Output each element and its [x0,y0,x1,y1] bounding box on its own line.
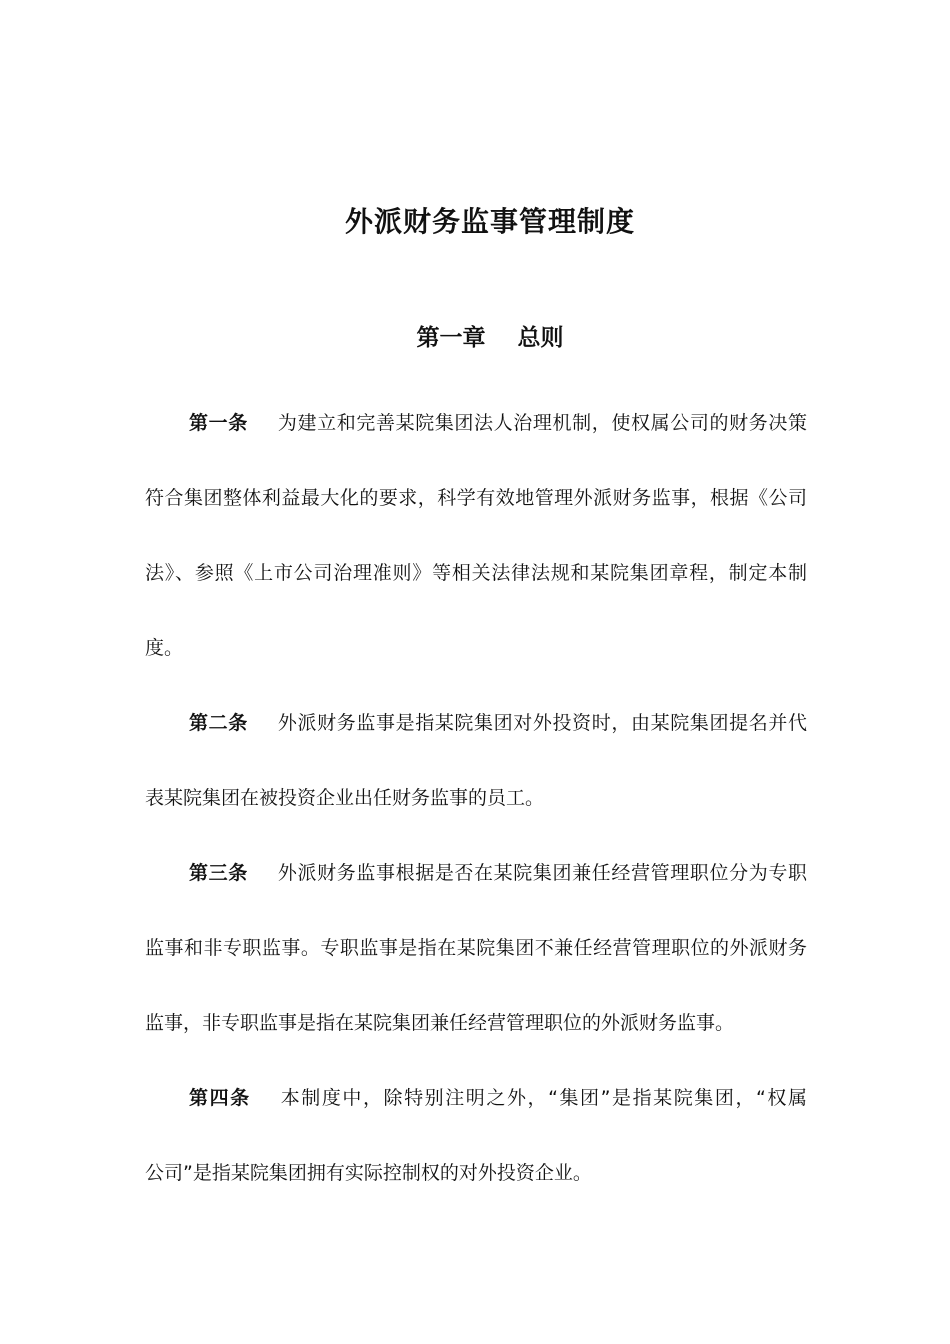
article-text: 为建立和完善某院集团法人治理机制，使权属公司的财务决策 [277,412,807,434]
article-text: 外派财务监事根据是否在某院集团兼任经营管理职位分为专职 [277,862,807,884]
article-line: 法》、参照《上市公司治理准则》等相关法律法规和某院集团章程，制定本制 [145,562,807,584]
article-1 [145,405,807,705]
document-body [145,405,807,1193]
article-4 [145,1080,807,1193]
article-line: 公司”是指某院集团拥有实际控制权的对外投资企业。 [145,1162,592,1184]
article-line: 符合集团整体利益最大化的要求，科学有效地管理外派财务监事，根据《公司 [145,487,807,509]
article-line [145,1080,807,1118]
article-line: 监事和非专职监事。专职监事是指在某院集团不兼任经营管理职位的外派财务 [145,937,807,959]
chapter-heading: 第一章 总则 [416,325,564,351]
article-text: 本制度中，除特别注明之外，“集团”是指某院集团，“权属 [280,1087,807,1109]
article-label: 第一条 [189,412,248,434]
article-line: 表某院集团在被投资企业出任财务监事的员工。 [145,787,545,809]
article-label: 第三条 [189,862,248,884]
article-label: 第二条 [189,712,248,734]
document-title: 外派财务监事管理制度 [344,205,635,238]
article-line [145,405,807,443]
article-line: 监事，非专职监事是指在某院集团兼任经营管理职位的外派财务监事。 [145,1012,735,1034]
article-3 [145,855,807,1080]
article-line [145,855,807,893]
article-line: 度。 [145,637,184,659]
article-2 [145,705,807,855]
article-text: 外派财务监事是指某院集团对外投资时，由某院集团提名并代 [277,712,807,734]
article-label: 第四条 [189,1087,251,1109]
article-line [145,705,807,743]
